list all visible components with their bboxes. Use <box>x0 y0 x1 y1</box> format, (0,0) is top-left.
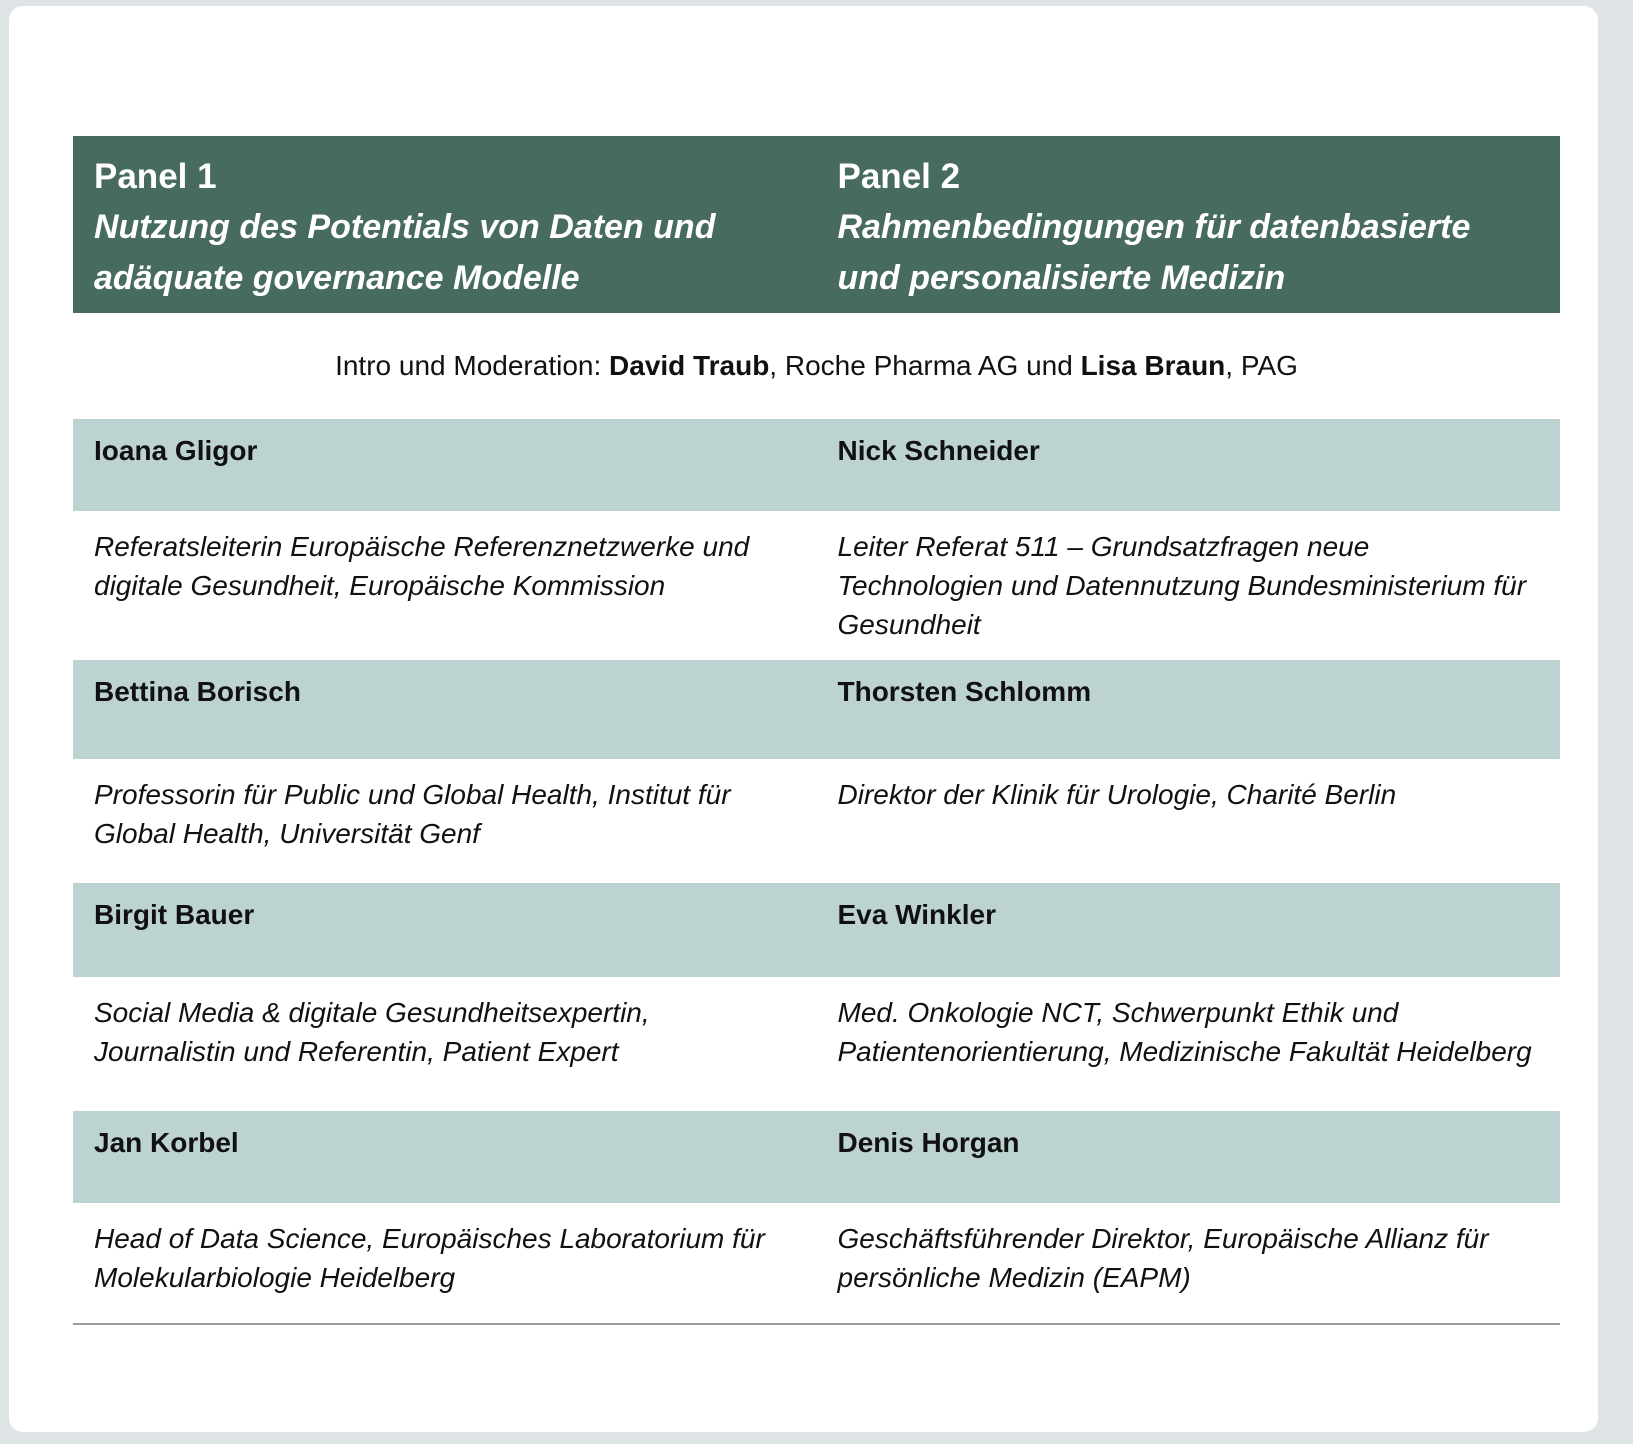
speaker-table <box>73 136 1560 1325</box>
table-bottom-rule <box>73 1323 1560 1325</box>
speaker-role-row <box>73 511 1560 660</box>
speaker-role-row <box>73 759 1560 883</box>
speaker-name: Birgit Bauer <box>94 899 255 930</box>
speaker-role: Head of Data Science, Europäisches Laboratorium für Molekularbiologie Heidelberg <box>94 1223 765 1293</box>
panel-1-title: Nutzung des Potentials von Daten und adäquate governance Modelle <box>94 208 716 297</box>
intro-moderation <box>73 313 1560 419</box>
speaker-name: Jan Korbel <box>94 1127 239 1158</box>
speaker-name: Ioana Gligor <box>94 435 258 466</box>
speaker-name: Thorsten Schlomm <box>837 676 1092 707</box>
speaker-name-row <box>73 883 1560 977</box>
moderator-1-name: David Traub <box>609 350 770 381</box>
panel-1-header <box>73 136 817 313</box>
panel-2-header <box>817 136 1561 313</box>
speaker-role: Direktor der Klinik für Urologie, Charité Berlin <box>837 779 1397 810</box>
speaker-role: Social Media & digitale Gesundheitsexpertin, Journalistin und Referentin, Patient Expert <box>94 997 650 1067</box>
document-card <box>9 6 1598 1432</box>
panel-2-number: Panel 2 <box>837 157 961 196</box>
speaker-role: Leiter Referat 511 – Grundsatzfragen neue Technologien und Datennutzung Bundesministerium für Gesundheit <box>837 531 1527 640</box>
moderator-2-org: , PAG <box>1225 350 1298 381</box>
speaker-name-row <box>73 660 1560 759</box>
speaker-role: Professorin für Public und Global Health, Institut für Global Health, Universität Genf <box>94 779 731 849</box>
intro-prefix: Intro und Moderation: <box>335 350 610 381</box>
speaker-role: Referatsleiterin Europäische Referenznetzwerke und digitale Gesundheit, Europäische Kommission <box>94 531 750 601</box>
speaker-name-row <box>73 419 1560 511</box>
panel-2-title: Rahmenbedingungen für datenbasierte und personalisierte Medizin <box>837 208 1471 297</box>
speaker-role-row <box>73 1203 1560 1323</box>
speaker-role-row <box>73 977 1560 1111</box>
speaker-name-row <box>73 1111 1560 1203</box>
speaker-name: Bettina Borisch <box>94 676 301 707</box>
speaker-name: Eva Winkler <box>837 899 996 930</box>
table-header <box>73 136 1560 313</box>
speaker-name: Nick Schneider <box>837 435 1040 466</box>
speaker-role: Geschäftsführender Direktor, Europäische Allianz für persönliche Medizin (EAPM) <box>837 1223 1489 1293</box>
speaker-role: Med. Onkologie NCT, Schwerpunkt Ethik und Patientenorientierung, Medizinische Fakultät Heidelberg <box>837 997 1532 1067</box>
moderator-2-name: Lisa Braun <box>1080 350 1226 381</box>
moderator-1-org: , Roche Pharma AG und <box>769 350 1081 381</box>
panel-1-number: Panel 1 <box>94 157 217 196</box>
speaker-name: Denis Horgan <box>837 1127 1020 1158</box>
